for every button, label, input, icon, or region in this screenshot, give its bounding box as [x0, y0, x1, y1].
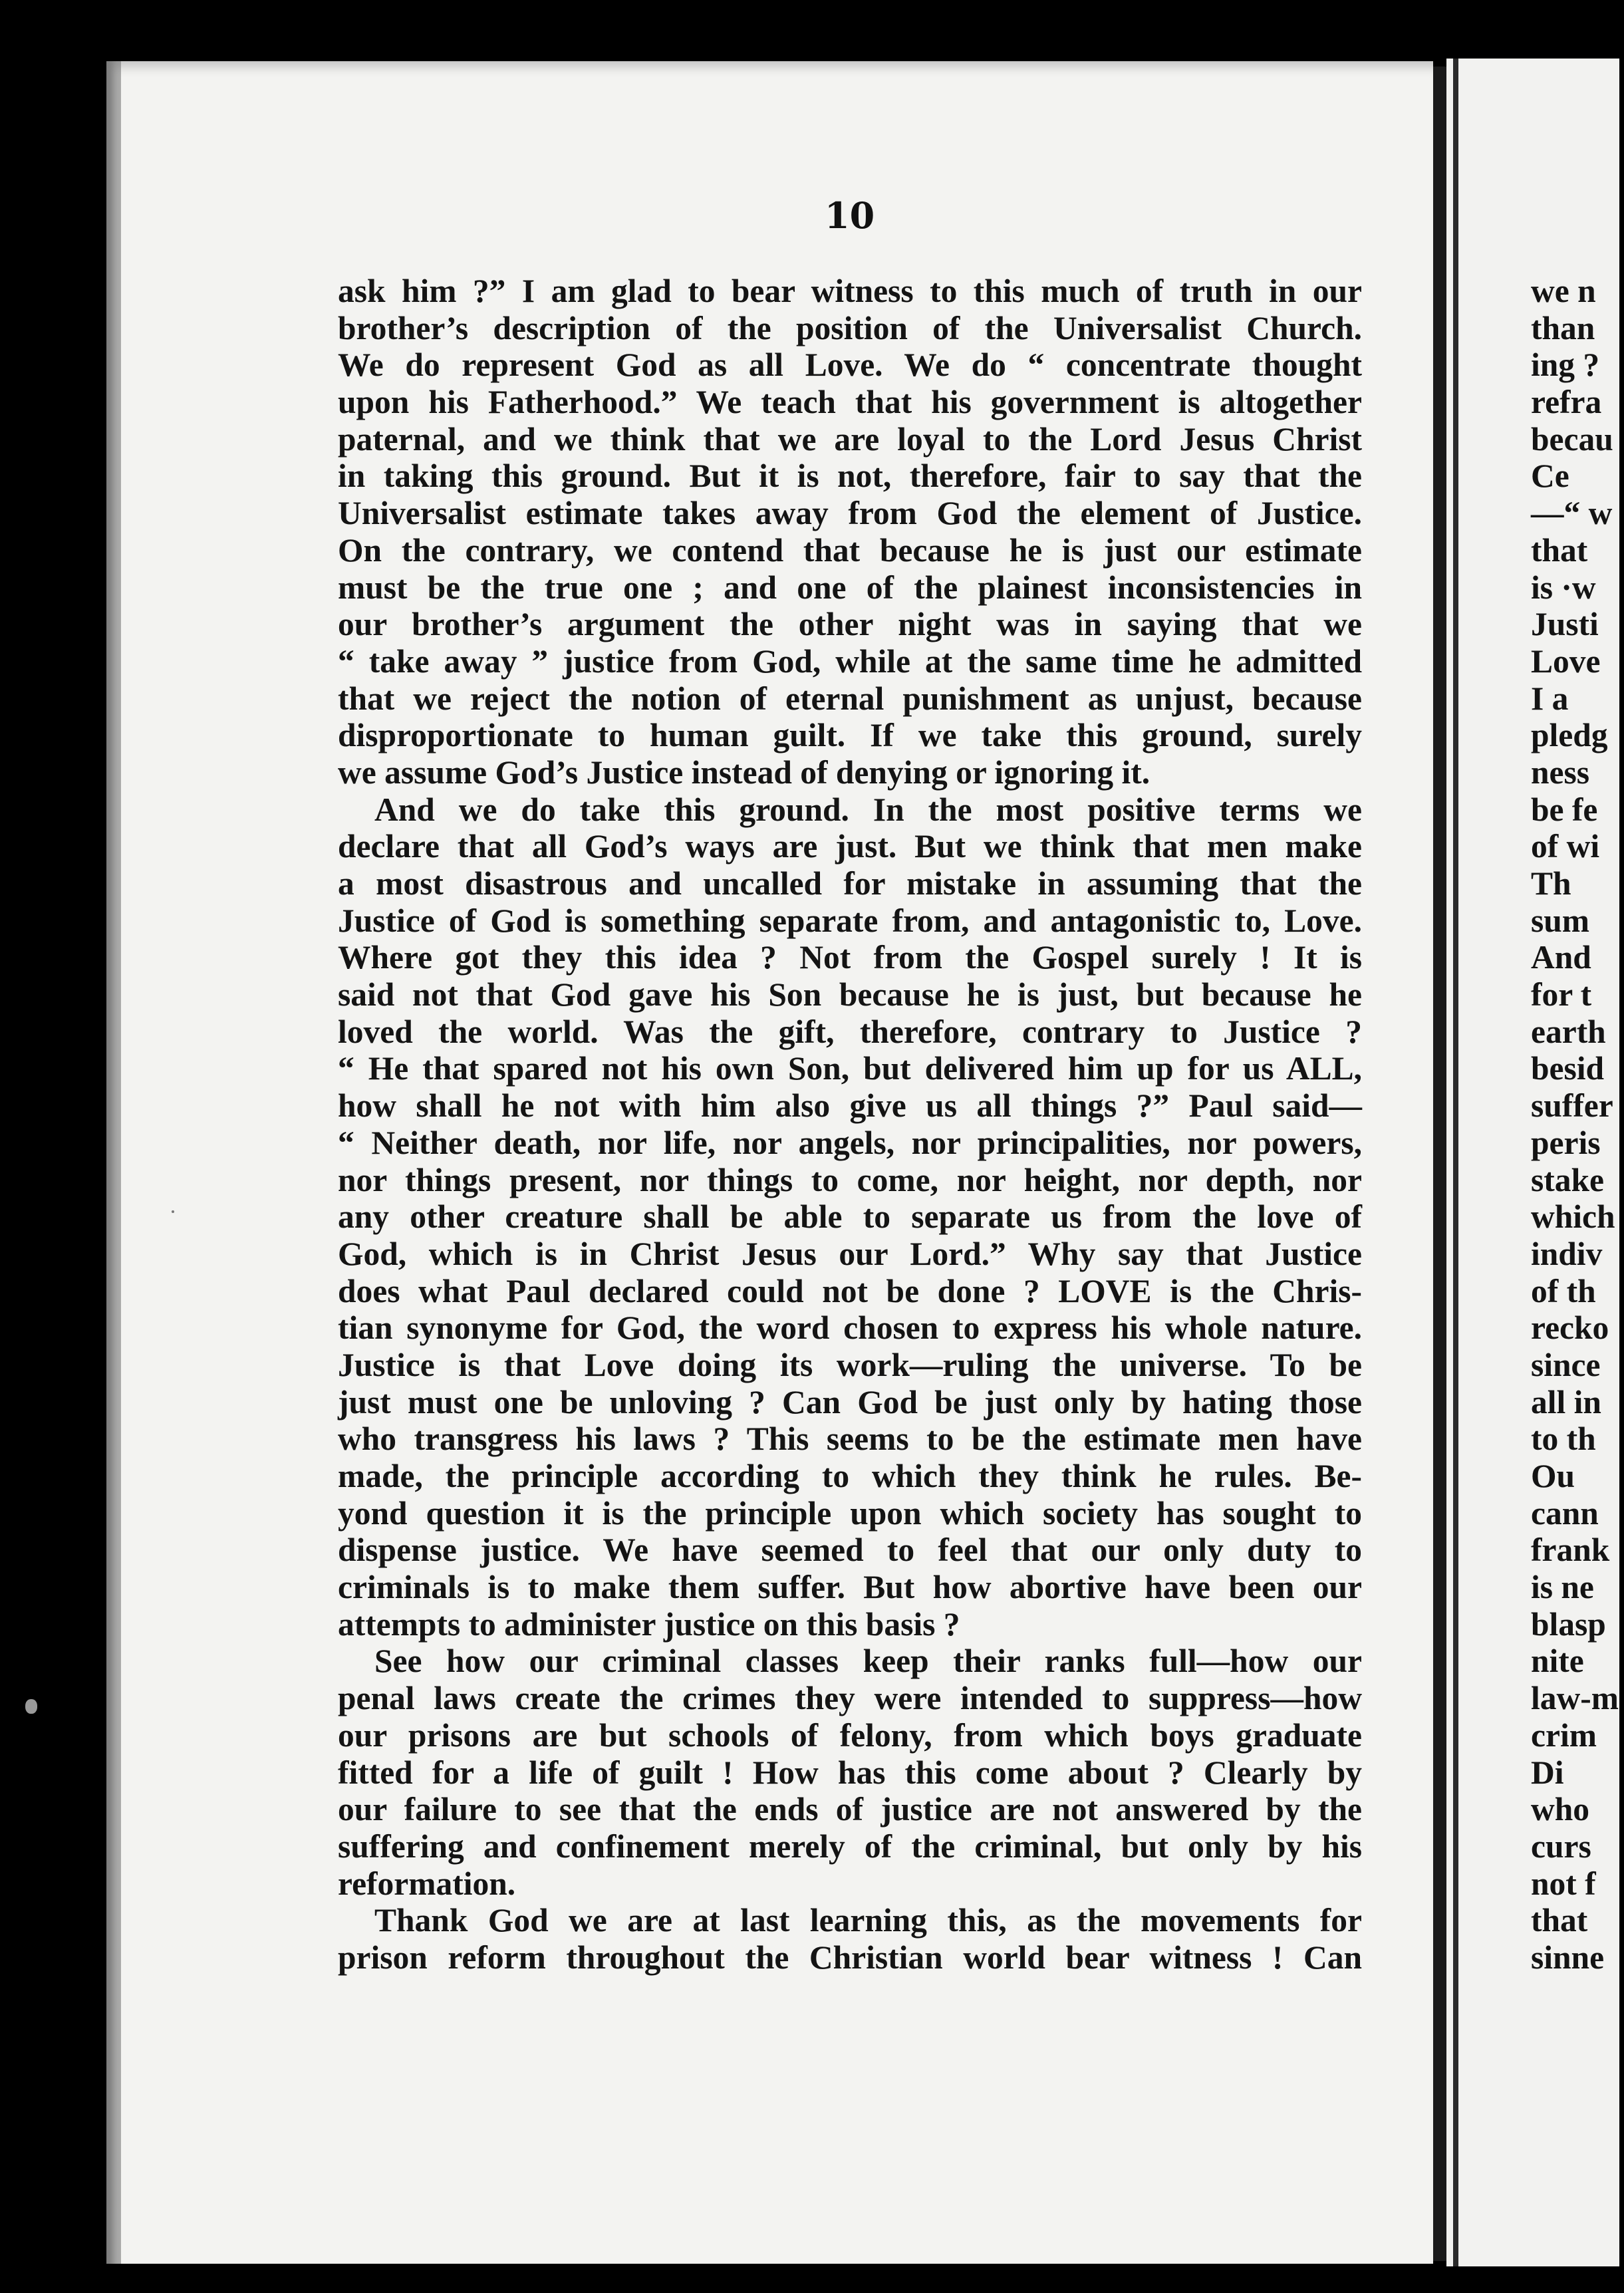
adjacent-text-fragment: cann: [1531, 1494, 1599, 1532]
text-line: ask him ?” I am glad to bear witness to this much of truth in our: [338, 273, 1362, 309]
text-line: made, the principle according to which they think he rules. Be-: [338, 1458, 1362, 1494]
adjacent-text-fragment: nite: [1531, 1643, 1584, 1680]
adjacent-text-fragment: peris: [1531, 1124, 1601, 1161]
adjacent-text-fragment: curs: [1531, 1827, 1591, 1865]
adjacent-text-fragment: crim: [1531, 1716, 1597, 1754]
adjacent-text-fragment: that: [1531, 531, 1588, 569]
text-line: On the contrary, we contend that because he is just our estimate: [338, 531, 1362, 569]
text-line: in taking this ground. But it is not, therefore, fair to say that the: [338, 458, 1362, 495]
text-line: loved the world. Was the gift, therefore, contrary to Justice ?: [338, 1013, 1362, 1050]
adjacent-text-fragment: —“ w: [1531, 495, 1613, 532]
text-line: just must one be unloving ? Can God be just only by hating those: [338, 1383, 1362, 1420]
adjacent-text-fragment: is ne: [1531, 1569, 1594, 1606]
adjacent-text-fragment: Di: [1531, 1754, 1564, 1791]
page-number: 10: [825, 194, 875, 237]
text-line: disproportionate to human guilt. If we take this ground, surely: [338, 717, 1362, 754]
adjacent-text-fragment: indiv: [1531, 1235, 1603, 1272]
text-line: fitted for a life of guilt ! How has this come about ? Clearly by: [338, 1754, 1362, 1791]
adjacent-text-fragment: since: [1531, 1346, 1601, 1383]
text-line: must be the true one ; and one of the plainest inconsistencies in: [338, 569, 1362, 606]
text-line: “ He that spared not his own Son, but delivered him up for us ALL,: [338, 1050, 1362, 1087]
text-line: brother’s description of the position of the Universalist Church.: [338, 309, 1362, 346]
text-line: upon his Fatherhood.” We teach that his government is altogether: [338, 384, 1362, 421]
adjacent-text-fragment: I a: [1531, 680, 1569, 717]
text-line: any other creature shall be able to separate us from the love of: [338, 1198, 1362, 1236]
adjacent-text-fragment: suffer: [1531, 1087, 1613, 1125]
adjacent-text-fragment: law-m: [1531, 1680, 1619, 1717]
adjacent-text-fragment: which: [1531, 1198, 1615, 1236]
adjacent-text-fragment: to th: [1531, 1420, 1596, 1458]
adjacent-text-fragment: Ou: [1531, 1458, 1575, 1494]
adjacent-text-fragment: we n: [1531, 273, 1596, 309]
text-line: Justice is that Love doing its work—ruling the universe. To be: [338, 1346, 1362, 1383]
text-line: “ Neither death, nor life, nor angels, nor principalities, nor powers,: [338, 1124, 1362, 1161]
adjacent-text-fragment: recko: [1531, 1309, 1609, 1347]
adjacent-text-fragment: refra: [1531, 384, 1602, 421]
text-line: said not that God gave his Son because he is just, but because he: [338, 976, 1362, 1013]
adjacent-text-fragment: frank: [1531, 1532, 1610, 1569]
adjacent-page-text-column: [1531, 273, 1624, 1976]
text-line: how shall he not with him also give us all things ?” Paul said—: [338, 1087, 1362, 1125]
adjacent-text-fragment: for t: [1531, 976, 1592, 1013]
adjacent-text-fragment: blasp: [1531, 1605, 1606, 1643]
text-line: declare that all God’s ways are just. But we think that men make: [338, 828, 1362, 865]
adjacent-text-fragment: is ·w: [1531, 569, 1596, 606]
adjacent-text-fragment: And: [1531, 939, 1591, 976]
text-line: our brother’s argument the other night was in saying that we: [338, 606, 1362, 643]
adjacent-text-fragment: that: [1531, 1902, 1588, 1939]
adjacent-text-fragment: besid: [1531, 1050, 1605, 1087]
scan-dot: [172, 1210, 174, 1213]
text-line: And we do take this ground. In the most positive terms we: [374, 791, 1362, 828]
adjacent-text-fragment: Justi: [1531, 606, 1599, 643]
text-line: our prisons are but schools of felony, from which boys graduate: [338, 1716, 1362, 1754]
adjacent-text-fragment: all in: [1531, 1383, 1601, 1420]
adjacent-text-fragment: Th: [1531, 865, 1571, 902]
main-text-column: [338, 273, 1362, 1976]
adjacent-text-fragment: of wi: [1531, 828, 1600, 865]
adjacent-text-fragment: be fe: [1531, 791, 1598, 828]
text-line: We do represent God as all Love. We do “ concentrate thought: [338, 346, 1362, 384]
text-line: Universalist estimate takes away from God the element of Justice.: [338, 495, 1362, 532]
text-line: See how our criminal classes keep their ranks full—how our: [374, 1643, 1362, 1680]
text-line: tian synonyme for God, the word chosen to express his whole nature.: [338, 1309, 1362, 1347]
text-line: nor things present, nor things to come, nor height, nor depth, nor: [338, 1161, 1362, 1198]
adjacent-text-fragment: pledg: [1531, 717, 1608, 754]
text-line: attempts to administer justice on this basis ?: [338, 1605, 960, 1643]
text-line: our failure to see that the ends of justice are not answered by the: [338, 1791, 1362, 1828]
page-binding-shadow: [106, 61, 121, 2264]
adjacent-text-fragment: not f: [1531, 1865, 1596, 1902]
text-line: suffering and confinement merely of the criminal, but only by his: [338, 1827, 1362, 1865]
text-line: does what Paul declared could not be done ? LOVE is the Chris-: [338, 1272, 1362, 1309]
adjacent-text-fragment: sinne: [1531, 1939, 1605, 1976]
text-line: penal laws create the crimes they were intended to suppress—how: [338, 1680, 1362, 1717]
text-line: paternal, and we think that we are loyal to the Lord Jesus Christ: [338, 420, 1362, 458]
text-line: we assume God’s Justice instead of denying or ignoring it.: [338, 753, 1150, 791]
text-line: Justice of God is something separate from, and antagonistic to, Love.: [338, 902, 1362, 939]
text-line: Thank God we are at last learning this, as the movements for: [374, 1902, 1362, 1939]
text-line: who transgress his laws ? This seems to be the estimate men have: [338, 1420, 1362, 1458]
adjacent-text-fragment: ness: [1531, 753, 1590, 791]
scan-speck: [25, 1699, 37, 1714]
adjacent-text-fragment: who: [1531, 1791, 1590, 1828]
text-line: dispense justice. We have seemed to feel that our only duty to: [338, 1532, 1362, 1569]
text-line: prison reform throughout the Christian world bear witness ! Can: [338, 1939, 1362, 1976]
adjacent-text-fragment: sum: [1531, 902, 1590, 939]
adjacent-text-fragment: Ce: [1531, 458, 1569, 495]
adjacent-text-fragment: ing ?: [1531, 346, 1600, 384]
text-line: criminals is to make them suffer. But how abortive have been our: [338, 1569, 1362, 1606]
adjacent-text-fragment: earth: [1531, 1013, 1606, 1050]
text-line: reformation.: [338, 1865, 516, 1902]
text-line: a most disastrous and uncalled for mistake in assuming that the: [338, 865, 1362, 902]
text-line: that we reject the notion of eternal punishment as unjust, because: [338, 680, 1362, 717]
adjacent-text-fragment: becau: [1531, 420, 1613, 458]
text-line: “ take away ” justice from God, while at the same time he admitted: [338, 642, 1362, 680]
text-line: Where got they this idea ? Not from the Gospel surely ! It is: [338, 939, 1362, 976]
adjacent-text-fragment: of th: [1531, 1272, 1596, 1309]
right-page-edge: [1453, 59, 1458, 2266]
text-line: God, which is in Christ Jesus our Lord.” Why say that Justice: [338, 1235, 1362, 1272]
text-line: yond question it is the principle upon which society has sought to: [338, 1494, 1362, 1532]
adjacent-text-fragment: than: [1531, 309, 1595, 346]
adjacent-text-fragment: Love: [1531, 642, 1601, 680]
adjacent-text-fragment: stake: [1531, 1161, 1604, 1198]
